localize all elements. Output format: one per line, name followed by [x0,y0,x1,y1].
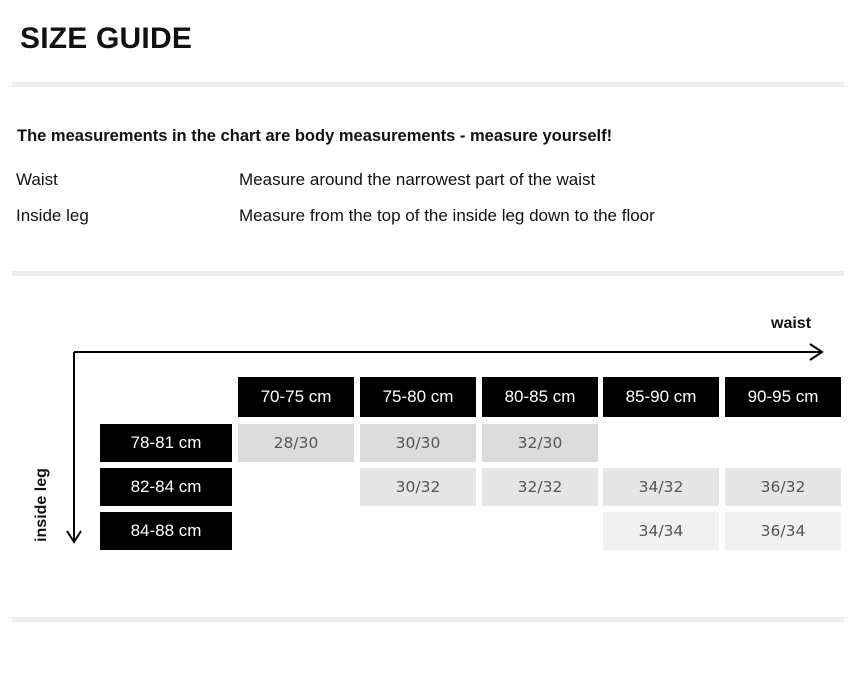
inside-leg-size-header: 78-81 cm [100,424,232,462]
term-inside-leg: Inside leg [16,206,89,225]
inside-leg-size-header: 84-88 cm [100,512,232,550]
waist-size-header: 75-80 cm [360,377,476,417]
term-waist: Waist [16,170,58,189]
size-cell: 28/30 [238,424,354,462]
size-cell: 30/32 [360,468,476,506]
size-cell: 34/34 [603,512,719,550]
waist-size-header: 80-85 cm [482,377,598,417]
waist-size-header: 70-75 cm [238,377,354,417]
size-cell: 34/32 [603,468,719,506]
description-waist: Measure around the narrowest part of the waist [239,170,596,189]
waist-axis-label: waist [771,315,812,332]
inside-leg-axis-label: inside leg [33,468,50,542]
waist-size-header: 85-90 cm [603,377,719,417]
waist-size-header: 90-95 cm [725,377,841,417]
divider [12,617,844,622]
description-inside-leg: Measure from the top of the inside leg down to the floor [239,206,655,225]
inside-leg-size-header: 82-84 cm [100,468,232,506]
inside-leg-arrow-icon [67,352,81,542]
size-cell: 36/32 [725,468,841,506]
size-cell: 32/30 [482,424,598,462]
page-title: SIZE GUIDE [20,22,193,55]
size-cell: 32/32 [482,468,598,506]
size-cell: 30/30 [360,424,476,462]
intro-text: The measurements in the chart are body measurements - measure yourself! [17,127,613,145]
size-cell: 36/34 [725,512,841,550]
waist-arrow-icon [74,344,822,360]
